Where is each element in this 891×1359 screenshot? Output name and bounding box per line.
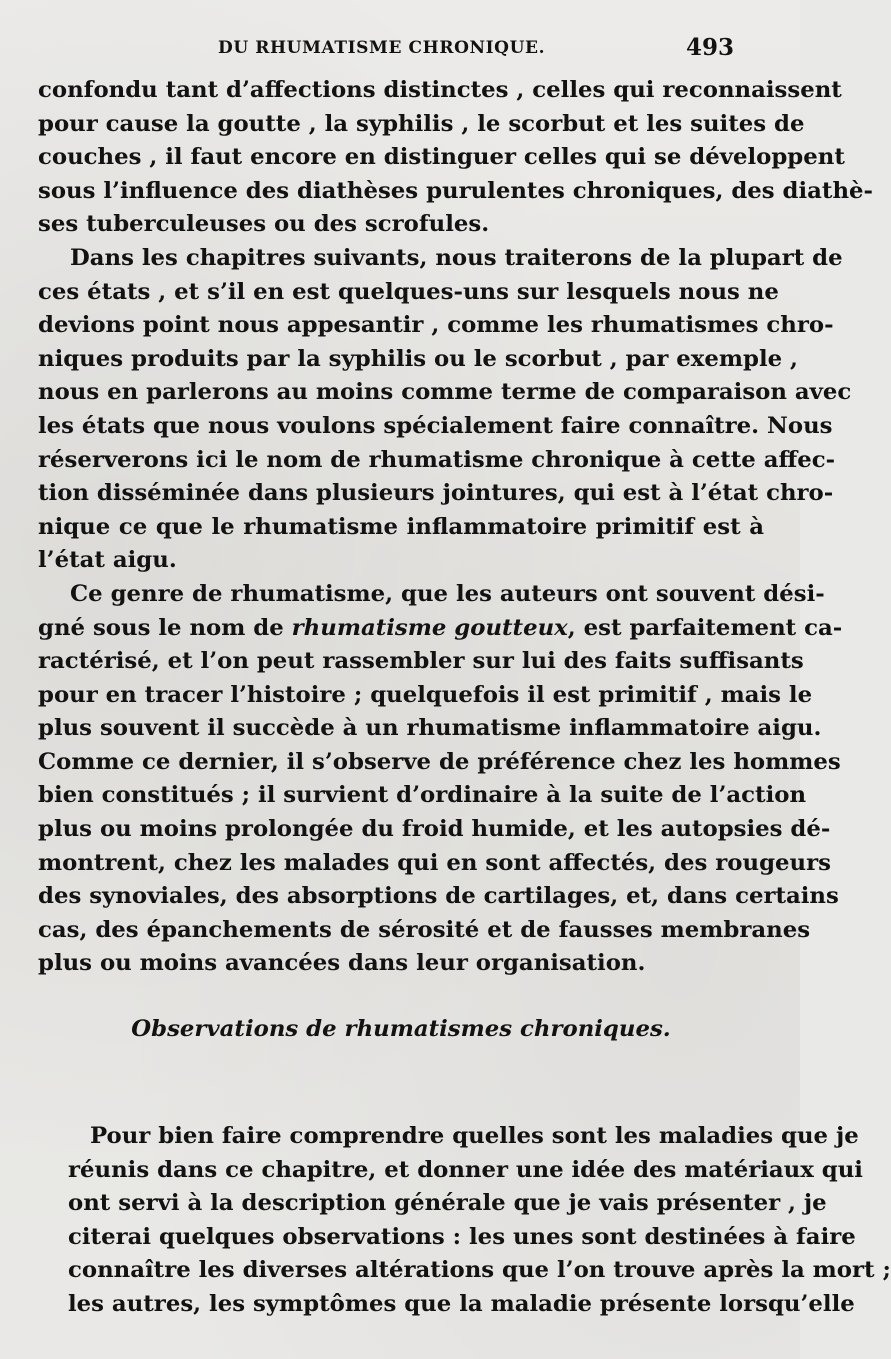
text-line: Dans les chapitres suivants, nous traiterons de la plupart de — [70, 244, 843, 271]
text-line: nique ce que le rhumatisme inflammatoire primitif est à — [38, 513, 764, 540]
page-header — [0, 36, 800, 68]
text-line: plus ou moins avancées dans leur organisation. — [38, 950, 646, 977]
text-line — [38, 612, 843, 646]
body-text — [38, 74, 874, 1079]
text-line: ces états , et s’il en est quelques-uns sur lesquels nous ne — [38, 278, 779, 305]
text-line: bien constitués ; il survient d’ordinaire à la suite de l’action — [38, 782, 807, 809]
text-line: pour en tracer l’histoire ; quelquefois il est primitif , mais le — [38, 681, 813, 708]
text-fragment: , est parfaitement ca- — [567, 614, 843, 641]
text-line: sous l’influence des diathèses purulentes chroniques, des diathè- — [38, 177, 874, 204]
text-line: les autres, les symptômes que la maladie présente lorsqu’elle — [68, 1290, 855, 1317]
text-line: Comme ce dernier, il s’observe de préférence chez les hommes — [38, 748, 841, 775]
text-line: ses tuberculeuses ou des scrofules. — [38, 211, 490, 238]
text-line: tion disséminée dans plusieurs jointures, qui est à l’état chro- — [38, 480, 834, 507]
body-text-continued — [68, 1120, 891, 1322]
text-line: les états que nous voulons spécialement faire connaître. Nous — [38, 412, 833, 439]
text-line: plus ou moins prolongée du froid humide, et les autopsies dé- — [38, 816, 831, 843]
page-number: 493 — [686, 34, 735, 61]
text-line: montrent, chez les malades qui en sont affectés, des rougeurs — [38, 849, 831, 876]
text-line: l’état aigu. — [38, 547, 177, 574]
text-line: réserverons ici le nom de rhumatisme chronique à cette affec- — [38, 446, 836, 473]
text-line: plus souvent il succède à un rhumatisme inflammatoire aigu. — [38, 715, 822, 742]
text-fragment: gné sous le nom de — [38, 614, 292, 641]
italic-term: rhumatisme goutteux — [291, 614, 568, 641]
running-title: DU RHUMATISME CHRONIQUE. — [218, 38, 546, 58]
text-line: ractérisé, et l’on peut rassembler sur lui des faits suffisants — [38, 648, 804, 675]
text-line: niques produits par la syphilis ou le scorbut , par exemple , — [38, 345, 798, 372]
section-heading: Observations de rhumatismes chroniques. — [131, 1016, 671, 1043]
text-line: citerai quelques observations : les unes sont destinées à faire — [68, 1223, 856, 1250]
text-line: confondu tant d’affections distinctes , celles qui reconnaissent — [38, 77, 842, 103]
text-line: Ce genre de rhumatisme, que les auteurs ont souvent dési- — [70, 580, 825, 607]
text-line: devions point nous appesantir , comme les rhumatismes chro- — [38, 312, 834, 339]
text-line: connaître les diverses altérations que l’on trouve après la mort ; — [68, 1257, 891, 1284]
text-line: cas, des épanchements de sérosité et de fausses membranes — [38, 916, 811, 943]
text-line: couches , il faut encore en distinguer celles qui se développent — [38, 144, 845, 171]
text-line: Pour bien faire comprendre quelles sont les maladies que je — [90, 1123, 859, 1149]
text-line: réunis dans ce chapitre, et donner une idée des matériaux qui — [68, 1156, 863, 1183]
text-line: ont servi à la description générale que je vais présenter , je — [68, 1190, 827, 1217]
text-line: nous en parlerons au moins comme terme de comparaison avec — [38, 379, 852, 406]
text-line: pour cause la goutte , la syphilis , le scorbut et les suites de — [38, 110, 805, 137]
text-line: des synoviales, des absorptions de cartilages, et, dans certains — [38, 883, 839, 910]
